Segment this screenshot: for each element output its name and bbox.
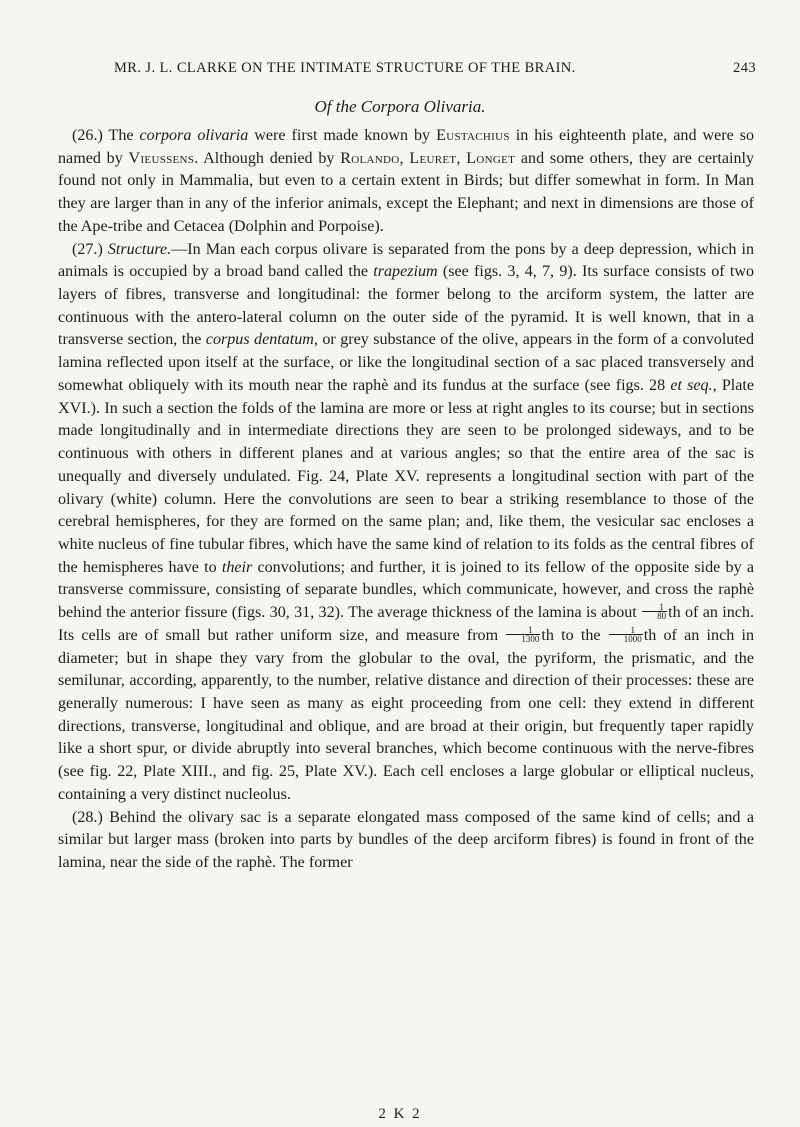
- term-trapezium: trapezium: [373, 263, 438, 281]
- page-number: 243: [733, 60, 756, 76]
- running-head: [114, 60, 756, 77]
- signature-mark: 2 K 2: [378, 1106, 422, 1122]
- section-title: Of the Corpora Olivaria.: [314, 97, 486, 116]
- term-corpus-dentatum: corpus dentatum: [205, 331, 314, 349]
- fraction-1-80: $\frac{1}{80}$: [642, 603, 667, 620]
- paragraph-26: (26.) The corpora olivaria were first made known by Eustachius in his eighteenth plate, and were so named by Vieussens. Although denied by Rolando, Leuret, Longet and some others, they are certainly found not only in Mammalia, but even to a certain extent in Birds; but differ somewhat in form. In Man they are larger than in any of the inferior animals, except the Elephant; and next in dimensions are those of the Ape-tribe and Cetacea (Dolphin and Porpoise).: [58, 127, 755, 235]
- fraction-1-1300: $\frac{1}{1300}$: [506, 626, 540, 643]
- paragraph-28: (28.) Behind the olivary sac is a separate elongated mass composed of the same kind of cells; and a similar but larger mass (broken into parts by bundles of the deep arciform fibres) is found in front of the lamina, near the side of the raphè. The former: [58, 808, 754, 871]
- author-leuret: Leuret: [409, 149, 457, 167]
- author-longet: Longet: [466, 149, 516, 167]
- body-text: [58, 125, 754, 875]
- fraction-1-1000: $\frac{1}{1000}$: [609, 626, 643, 643]
- author-rolando: Rolando: [340, 149, 400, 167]
- author-vieussens: Vieussens: [128, 149, 195, 167]
- subheading-structure: Structure.: [107, 240, 172, 258]
- term-corpora-olivaria: corpora olivaria: [139, 127, 249, 144]
- paragraph-27: (27.) Structure.—In Man each corpus olivare is separated from the pons by a deep depression, which in animals is occupied by a broad band called the trapezium (see figs. 3, 4, 7, 9). Its surface consists of two layers of fibres, transverse and longitudinal: the former belong to the arciform system, the latter are continuous with the antero-lateral column on the outer side of the pyramid. It is well known, that in a transverse section, the corpus dentatum, or grey substance of the olive, appears in the form of a convoluted lamina reflected upon itself at the surface, or like the longitudinal section of a sac placed transversely and somewhat obliquely with its mouth near the raphè and its fundus at the surface (see figs. 28 et seq., Plate XVI.). In such a section the folds of the lamina are more or less at right angles to its course; but in sections made longitudinally and in intermediate directions they are seen to be prolonged sideways, and to be continuous with others in different planes and at various angles; so that the entire area of the sac is unequally and diversely undulated. Fig. 24, Plate XV. represents a longitudinal section with part of the olivary (white) column. Here the convolutions are seen to bear a striking resemblance to those of the cerebral hemispheres, for they are formed on the same plan; and, like them, the vesicular sac encloses a white nucleus of fine tubular fibres, which have the same kind of relation to its folds as the central fibres of the hemispheres have to their convolutions; and further, it is joined to its fellow of the opposite side by a transverse commissure, consisting of separate bundles, which communicate, however, and cross the raphè behind the anterior fissure (figs. 30, 31, 32). The average thickness of the lamina is about $\frac{1}{80}$ th of an inch. Its cells are of small but rather uniform size, and measure from $\frac{1}{1300}$ th to the $\frac{1}{1000}$ th of an inch in diameter; but in shape they vary from the globular to the oval, the pyriform, the prismatic, and the semilunar, according, apparently, to the number, relative distance and direction of their processes: these are generally numerous: I have seen as many as eight proceeding from one cell: they extend in different directions, transverse, longitudinal and oblique, and are broad at their origin, but frequently taper rapidly like a short spur, or divide abruptly into several branches, which become continuous with the nerve-fibres (see fig. 22, Plate XIII., and fig. 25, Plate XV.). Each cell encloses a large globular or elliptical nucleus, containing a very distinct nucleolus.: [58, 240, 755, 803]
- author-eustachius: Eustachius: [436, 127, 510, 144]
- running-head-title: MR. J. L. CLARKE ON THE INTIMATE STRUCTURE OF THE BRAIN.: [114, 60, 576, 76]
